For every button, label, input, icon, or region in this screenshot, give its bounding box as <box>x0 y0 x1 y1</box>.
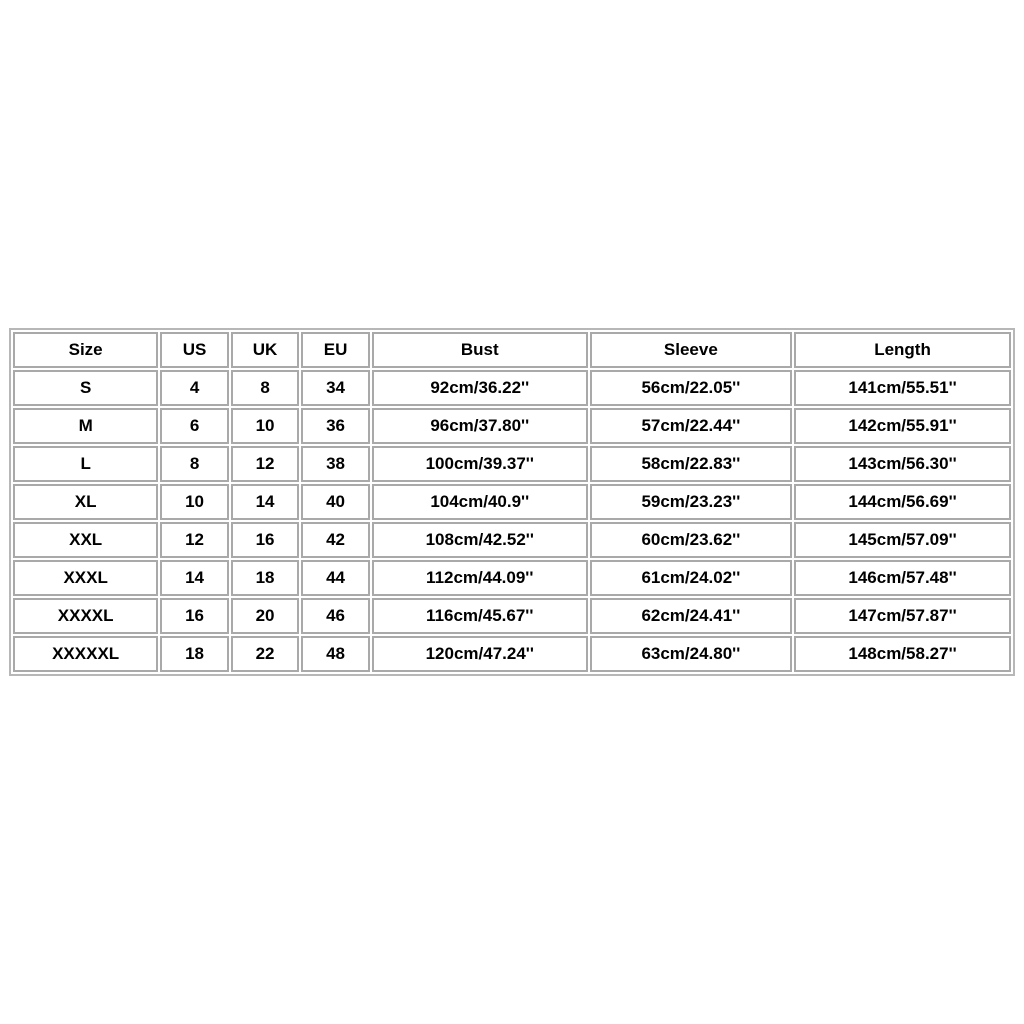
cell-uk: 20 <box>231 598 300 634</box>
cell-sleeve: 62cm/24.41'' <box>590 598 792 634</box>
cell-bust: 112cm/44.09'' <box>372 560 588 596</box>
cell-bust: 92cm/36.22'' <box>372 370 588 406</box>
cell-length: 141cm/55.51'' <box>794 370 1011 406</box>
cell-uk: 8 <box>231 370 300 406</box>
cell-size: XXXL <box>13 560 158 596</box>
cell-bust: 116cm/45.67'' <box>372 598 588 634</box>
cell-sleeve: 59cm/23.23'' <box>590 484 792 520</box>
size-chart-table <box>9 328 1015 676</box>
cell-size: XXL <box>13 522 158 558</box>
cell-uk: 18 <box>231 560 300 596</box>
cell-length: 146cm/57.48'' <box>794 560 1011 596</box>
cell-us: 10 <box>160 484 229 520</box>
table-row <box>13 408 1011 444</box>
cell-sleeve: 63cm/24.80'' <box>590 636 792 672</box>
table-row <box>13 522 1011 558</box>
cell-size: S <box>13 370 158 406</box>
cell-length: 147cm/57.87'' <box>794 598 1011 634</box>
cell-eu: 40 <box>301 484 370 520</box>
cell-us: 16 <box>160 598 229 634</box>
header-length: Length <box>794 332 1011 368</box>
table-row <box>13 370 1011 406</box>
cell-us: 6 <box>160 408 229 444</box>
cell-length: 148cm/58.27'' <box>794 636 1011 672</box>
cell-sleeve: 58cm/22.83'' <box>590 446 792 482</box>
table-row <box>13 484 1011 520</box>
cell-uk: 22 <box>231 636 300 672</box>
cell-eu: 48 <box>301 636 370 672</box>
header-bust: Bust <box>372 332 588 368</box>
size-chart-body <box>13 370 1011 672</box>
cell-uk: 10 <box>231 408 300 444</box>
cell-sleeve: 57cm/22.44'' <box>590 408 792 444</box>
cell-length: 143cm/56.30'' <box>794 446 1011 482</box>
cell-length: 145cm/57.09'' <box>794 522 1011 558</box>
header-size: Size <box>13 332 158 368</box>
cell-length: 144cm/56.69'' <box>794 484 1011 520</box>
table-row <box>13 636 1011 672</box>
cell-size: L <box>13 446 158 482</box>
cell-size: XL <box>13 484 158 520</box>
header-eu: EU <box>301 332 370 368</box>
cell-bust: 108cm/42.52'' <box>372 522 588 558</box>
cell-us: 4 <box>160 370 229 406</box>
cell-uk: 12 <box>231 446 300 482</box>
header-row <box>13 332 1011 368</box>
cell-eu: 44 <box>301 560 370 596</box>
cell-eu: 38 <box>301 446 370 482</box>
cell-us: 18 <box>160 636 229 672</box>
cell-eu: 36 <box>301 408 370 444</box>
cell-uk: 16 <box>231 522 300 558</box>
table-row <box>13 560 1011 596</box>
cell-sleeve: 56cm/22.05'' <box>590 370 792 406</box>
cell-bust: 100cm/39.37'' <box>372 446 588 482</box>
cell-eu: 42 <box>301 522 370 558</box>
cell-size: XXXXXL <box>13 636 158 672</box>
header-us: US <box>160 332 229 368</box>
cell-eu: 34 <box>301 370 370 406</box>
cell-us: 8 <box>160 446 229 482</box>
cell-bust: 120cm/47.24'' <box>372 636 588 672</box>
cell-bust: 104cm/40.9'' <box>372 484 588 520</box>
cell-us: 14 <box>160 560 229 596</box>
cell-length: 142cm/55.91'' <box>794 408 1011 444</box>
cell-sleeve: 60cm/23.62'' <box>590 522 792 558</box>
table-row <box>13 598 1011 634</box>
cell-uk: 14 <box>231 484 300 520</box>
cell-size: M <box>13 408 158 444</box>
cell-sleeve: 61cm/24.02'' <box>590 560 792 596</box>
cell-eu: 46 <box>301 598 370 634</box>
cell-size: XXXXL <box>13 598 158 634</box>
header-uk: UK <box>231 332 300 368</box>
cell-bust: 96cm/37.80'' <box>372 408 588 444</box>
table-row <box>13 446 1011 482</box>
cell-us: 12 <box>160 522 229 558</box>
header-sleeve: Sleeve <box>590 332 792 368</box>
